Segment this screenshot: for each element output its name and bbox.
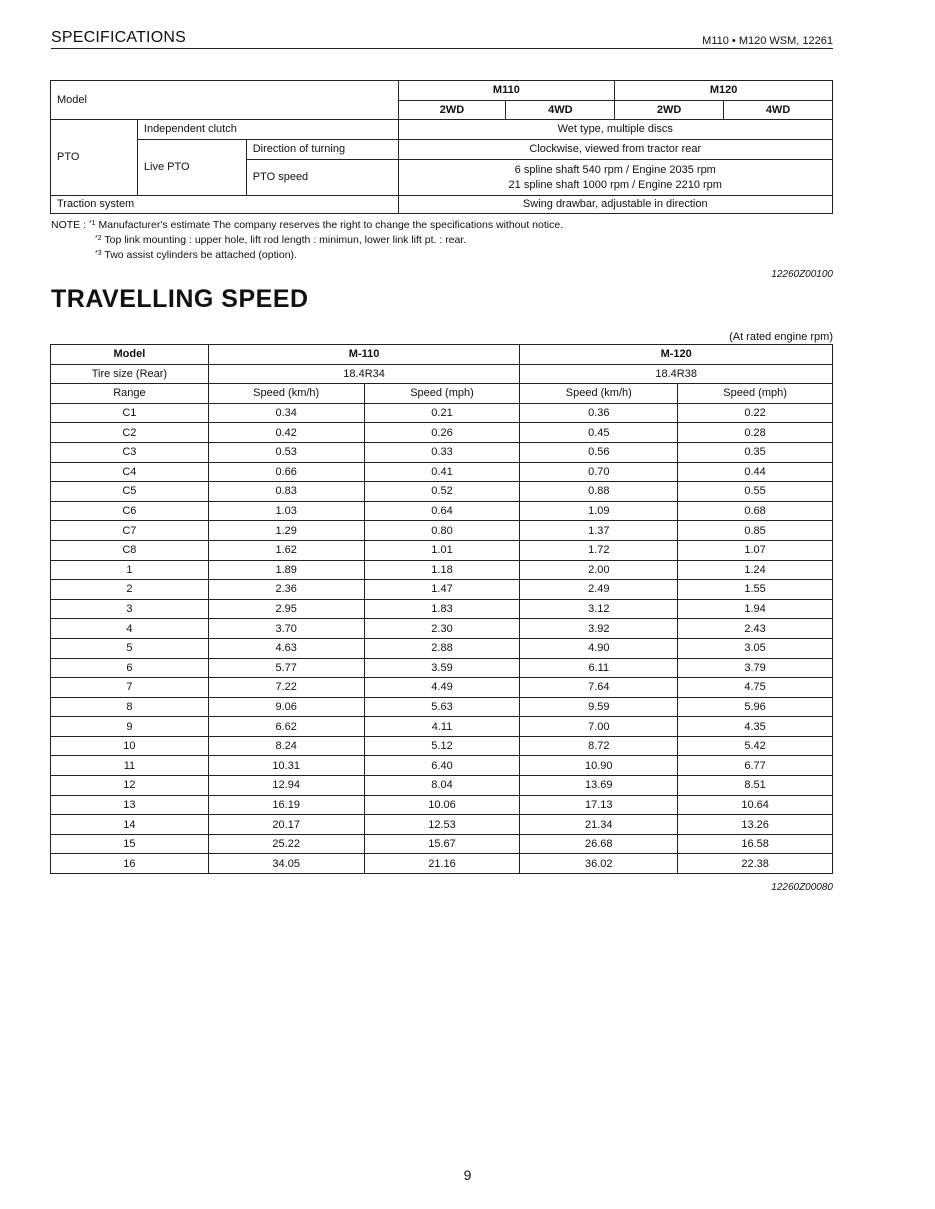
range-cell: 8 xyxy=(51,697,209,717)
figure-code-2: 12260Z00080 xyxy=(771,882,833,893)
table-row xyxy=(51,462,833,482)
table-row xyxy=(51,697,833,717)
range-cell: C4 xyxy=(51,462,209,482)
tire-size-m110: 18.4R34 xyxy=(208,364,520,384)
m120-kmh-cell: 7.64 xyxy=(520,678,678,698)
range-cell: 12 xyxy=(51,776,209,796)
range-cell: 13 xyxy=(51,795,209,815)
m110-kmh-cell: 3.70 xyxy=(208,619,364,639)
page-title: TRAVELLING SPEED xyxy=(51,285,309,313)
m110-kmh-header: Speed (km/h) xyxy=(208,384,364,404)
m110-mph-cell: 0.26 xyxy=(364,423,520,443)
table-row xyxy=(51,501,833,521)
m120-kmh-cell: 3.92 xyxy=(520,619,678,639)
m110-mph-cell: 5.12 xyxy=(364,736,520,756)
m120-mph-cell: 8.51 xyxy=(678,776,833,796)
m110-kmh-cell: 12.94 xyxy=(208,776,364,796)
m120-kmh-cell: 2.00 xyxy=(520,560,678,580)
m120-kmh-cell: 0.45 xyxy=(520,423,678,443)
m110-mph-cell: 3.59 xyxy=(364,658,520,678)
note-prefix: NOTE : xyxy=(51,219,87,231)
m110-kmh-cell: 0.53 xyxy=(208,442,364,462)
m110-mph-cell: 6.40 xyxy=(364,756,520,776)
range-cell: 7 xyxy=(51,678,209,698)
m120-kmh-header: Speed (km/h) xyxy=(520,384,678,404)
manual-reference: M110 • M120 WSM, 12261 xyxy=(702,35,833,47)
table-row xyxy=(51,580,833,600)
speed-m120-header: M-120 xyxy=(520,345,833,365)
m110-mph-cell: 0.52 xyxy=(364,482,520,502)
range-cell: 10 xyxy=(51,736,209,756)
m120-mph-cell: 4.75 xyxy=(678,678,833,698)
tire-size-label: Tire size (Rear) xyxy=(51,364,209,384)
table-row xyxy=(51,678,833,698)
m110-kmh-cell: 0.42 xyxy=(208,423,364,443)
speed-model-label: Model xyxy=(51,345,209,365)
table-row xyxy=(51,540,833,560)
table-row xyxy=(51,482,833,502)
m110-kmh-cell: 10.31 xyxy=(208,756,364,776)
m120-mph-cell: 13.26 xyxy=(678,815,833,835)
m120-mph-cell: 1.94 xyxy=(678,599,833,619)
range-cell: 4 xyxy=(51,619,209,639)
m110-kmh-cell: 16.19 xyxy=(208,795,364,815)
m120-mph-cell: 1.07 xyxy=(678,540,833,560)
m120-mph-cell: 1.24 xyxy=(678,560,833,580)
m110-kmh-cell: 0.34 xyxy=(208,403,364,423)
range-cell: 14 xyxy=(51,815,209,835)
m110-mph-cell: 4.11 xyxy=(364,717,520,737)
m110-mph-cell: 0.41 xyxy=(364,462,520,482)
model-label: Model xyxy=(51,81,399,120)
m110-kmh-cell: 20.17 xyxy=(208,815,364,835)
m120-mph-cell: 0.68 xyxy=(678,501,833,521)
m110-mph-cell: 12.53 xyxy=(364,815,520,835)
m110-mph-cell: 15.67 xyxy=(364,834,520,854)
pto-speed-value xyxy=(398,160,832,196)
note-1 xyxy=(51,218,563,233)
m120-2wd: 2WD xyxy=(615,101,724,120)
m120-kmh-cell: 10.90 xyxy=(520,756,678,776)
table-row xyxy=(51,854,833,874)
m120-mph-cell: 0.28 xyxy=(678,423,833,443)
m120-kmh-cell: 1.09 xyxy=(520,501,678,521)
m110-kmh-cell: 1.29 xyxy=(208,521,364,541)
note-3-text: Two assist cylinders be attached (option). xyxy=(104,249,297,261)
m120-kmh-cell: 3.12 xyxy=(520,599,678,619)
range-header: Range xyxy=(51,384,209,404)
table-row xyxy=(51,638,833,658)
range-cell: C7 xyxy=(51,521,209,541)
table-row xyxy=(51,815,833,835)
m110-mph-cell: 0.33 xyxy=(364,442,520,462)
m110-mph-cell: 0.64 xyxy=(364,501,520,521)
range-cell: C2 xyxy=(51,423,209,443)
m110-kmh-cell: 9.06 xyxy=(208,697,364,717)
traction-value: Swing drawbar, adjustable in direction xyxy=(398,196,832,214)
m110-mph-cell: 2.30 xyxy=(364,619,520,639)
section-header: SPECIFICATIONS xyxy=(51,29,186,46)
range-cell: 11 xyxy=(51,756,209,776)
m110-kmh-cell: 34.05 xyxy=(208,854,364,874)
m120-mph-cell: 22.38 xyxy=(678,854,833,874)
m120-mph-cell: 10.64 xyxy=(678,795,833,815)
m110-mph-cell: 4.49 xyxy=(364,678,520,698)
m110-4wd: 4WD xyxy=(506,101,615,120)
m110-mph-cell: 21.16 xyxy=(364,854,520,874)
m120-kmh-cell: 6.11 xyxy=(520,658,678,678)
table-row xyxy=(51,756,833,776)
note-3-mark: *3 xyxy=(95,250,102,257)
range-cell: C5 xyxy=(51,482,209,502)
m110-kmh-cell: 1.62 xyxy=(208,540,364,560)
m120-kmh-cell: 0.56 xyxy=(520,442,678,462)
m120-kmh-cell: 13.69 xyxy=(520,776,678,796)
table-row xyxy=(51,736,833,756)
m110-kmh-cell: 4.63 xyxy=(208,638,364,658)
m120-mph-cell: 5.96 xyxy=(678,697,833,717)
specifications-table xyxy=(50,80,833,214)
m120-kmh-cell: 36.02 xyxy=(520,854,678,874)
m110-kmh-cell: 7.22 xyxy=(208,678,364,698)
m120-mph-cell: 16.58 xyxy=(678,834,833,854)
header-rule xyxy=(51,48,833,49)
m110-mph-cell: 0.21 xyxy=(364,403,520,423)
m120-mph-cell: 0.55 xyxy=(678,482,833,502)
m120-mph-header: Speed (mph) xyxy=(678,384,833,404)
m120-mph-cell: 2.43 xyxy=(678,619,833,639)
table-row xyxy=(51,423,833,443)
live-pto-label: Live PTO xyxy=(137,140,246,196)
m120-kmh-cell: 0.88 xyxy=(520,482,678,502)
range-cell: 2 xyxy=(51,580,209,600)
m110-mph-cell: 8.04 xyxy=(364,776,520,796)
m120-kmh-cell: 17.13 xyxy=(520,795,678,815)
range-cell: 6 xyxy=(51,658,209,678)
m110-kmh-cell: 5.77 xyxy=(208,658,364,678)
direction-label: Direction of turning xyxy=(246,140,398,160)
traction-label: Traction system xyxy=(51,196,399,214)
table-row xyxy=(51,658,833,678)
m110-mph-cell: 1.18 xyxy=(364,560,520,580)
range-cell: C8 xyxy=(51,540,209,560)
range-cell: 1 xyxy=(51,560,209,580)
m120-kmh-cell: 4.90 xyxy=(520,638,678,658)
table-row xyxy=(51,717,833,737)
m120-mph-cell: 0.85 xyxy=(678,521,833,541)
m120-mph-cell: 4.35 xyxy=(678,717,833,737)
m110-2wd: 2WD xyxy=(398,101,506,120)
m120-mph-cell: 6.77 xyxy=(678,756,833,776)
table-row xyxy=(51,560,833,580)
direction-value: Clockwise, viewed from tractor rear xyxy=(398,140,832,160)
table-row xyxy=(51,795,833,815)
m110-mph-cell: 1.47 xyxy=(364,580,520,600)
rated-note: (At rated engine rpm) xyxy=(729,331,833,343)
m120-kmh-cell: 9.59 xyxy=(520,697,678,717)
m110-mph-cell: 5.63 xyxy=(364,697,520,717)
m120-mph-cell: 3.05 xyxy=(678,638,833,658)
note-1-text: Manufacturer's estimate The company reserves the right to change the specifications without notice. xyxy=(98,219,564,231)
m120-kmh-cell: 1.72 xyxy=(520,540,678,560)
m110-kmh-cell: 0.66 xyxy=(208,462,364,482)
m120-kmh-cell: 0.70 xyxy=(520,462,678,482)
table-row xyxy=(51,442,833,462)
page-number: 9 xyxy=(463,1167,472,1183)
range-cell: 9 xyxy=(51,717,209,737)
table-row xyxy=(51,403,833,423)
table-row xyxy=(51,521,833,541)
pto-speed-label: PTO speed xyxy=(246,160,398,196)
pto-speed-line-1: 6 spline shaft 540 rpm / Engine 2035 rpm xyxy=(514,163,716,176)
pto-label: PTO xyxy=(51,120,138,196)
m120-mph-cell: 0.44 xyxy=(678,462,833,482)
table-row xyxy=(51,619,833,639)
m120-kmh-cell: 7.00 xyxy=(520,717,678,737)
m120-mph-cell: 3.79 xyxy=(678,658,833,678)
m110-mph-cell: 0.80 xyxy=(364,521,520,541)
m120-mph-cell: 0.35 xyxy=(678,442,833,462)
m110-kmh-cell: 1.89 xyxy=(208,560,364,580)
range-cell: C3 xyxy=(51,442,209,462)
range-cell: 3 xyxy=(51,599,209,619)
m120-kmh-cell: 1.37 xyxy=(520,521,678,541)
m120-header: M120 xyxy=(615,81,833,101)
m120-4wd: 4WD xyxy=(724,101,833,120)
m120-kmh-cell: 21.34 xyxy=(520,815,678,835)
note-1-mark: *1 xyxy=(88,220,96,227)
pto-speed-line-2: 21 spline shaft 1000 rpm / Engine 2210 rpm xyxy=(508,179,722,191)
table-row xyxy=(51,599,833,619)
note-3 xyxy=(51,248,563,263)
m120-kmh-cell: 8.72 xyxy=(520,736,678,756)
m120-mph-cell: 0.22 xyxy=(678,403,833,423)
range-cell: C1 xyxy=(51,403,209,423)
m120-mph-cell: 5.42 xyxy=(678,736,833,756)
note-2 xyxy=(51,233,563,248)
note-2-mark: *2 xyxy=(95,235,102,242)
m110-kmh-cell: 8.24 xyxy=(208,736,364,756)
speed-m110-header: M-110 xyxy=(208,345,520,365)
m110-mph-cell: 1.01 xyxy=(364,540,520,560)
tire-size-m120: 18.4R38 xyxy=(520,364,833,384)
range-cell: 16 xyxy=(51,854,209,874)
figure-code-1: 12260Z00100 xyxy=(771,269,833,280)
range-cell: 15 xyxy=(51,834,209,854)
m110-mph-cell: 10.06 xyxy=(364,795,520,815)
range-cell: 5 xyxy=(51,638,209,658)
speed-rows xyxy=(51,403,833,873)
m120-mph-cell: 1.55 xyxy=(678,580,833,600)
m120-kmh-cell: 2.49 xyxy=(520,580,678,600)
table-row xyxy=(51,834,833,854)
m110-kmh-cell: 25.22 xyxy=(208,834,364,854)
independent-clutch-label: Independent clutch xyxy=(137,120,398,140)
m110-kmh-cell: 1.03 xyxy=(208,501,364,521)
m110-mph-header: Speed (mph) xyxy=(364,384,520,404)
m120-kmh-cell: 0.36 xyxy=(520,403,678,423)
m110-mph-cell: 2.88 xyxy=(364,638,520,658)
m110-mph-cell: 1.83 xyxy=(364,599,520,619)
m110-kmh-cell: 0.83 xyxy=(208,482,364,502)
table-row xyxy=(51,776,833,796)
m110-kmh-cell: 6.62 xyxy=(208,717,364,737)
independent-clutch-value: Wet type, multiple discs xyxy=(398,120,832,140)
travelling-speed-table xyxy=(50,344,833,874)
range-cell: C6 xyxy=(51,501,209,521)
note-2-text: Top link mounting : upper hole, lift rod length : minimun, lower link lift pt. : rear. xyxy=(104,234,467,246)
m110-header: M110 xyxy=(398,81,615,101)
notes xyxy=(51,218,563,263)
m110-kmh-cell: 2.36 xyxy=(208,580,364,600)
m110-kmh-cell: 2.95 xyxy=(208,599,364,619)
m120-kmh-cell: 26.68 xyxy=(520,834,678,854)
